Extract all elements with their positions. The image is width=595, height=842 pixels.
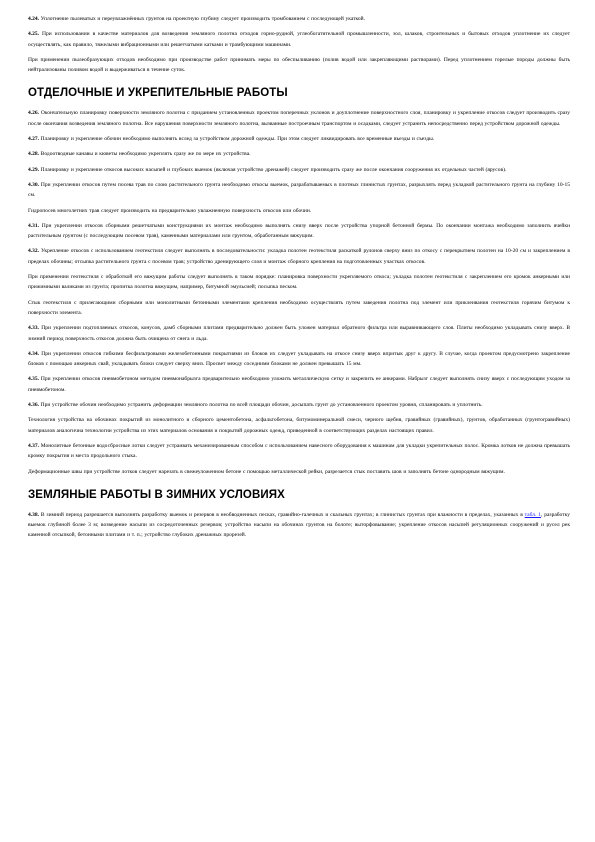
paragraph-number: 4.35. — [28, 376, 39, 383]
paragraph-number: 4.30. — [28, 181, 39, 188]
paragraph-text: Планировку и укрепление обочин необходимо выполнять вслед за устройством дорожной одежды. При этом следует ликвидировать все временные въезды и съезды. — [39, 136, 435, 143]
paragraph-text: При укреплении откосов пневмобетоном методом пневмонабрызга предварительно необходимо уложить металлическую сетку и закрепить ее анкерами. Набрызг следует выполнять снизу вверх с последующим уходом за пневмобетоном. — [28, 376, 570, 393]
paragraph — [28, 134, 570, 144]
paragraph-text-continued: , разработку выемок глубиной более 3 м; возведение насыпи из сосредоточенных резервов; устройство насыпи на обочинах грунтов на болоте; выторфовывание; укрепление откосов насыпей регуляционных сооружений и русел рек каменной отсыпкой, бетонными плитами и т. п.; устройство глубоких дренажных прорезей. — [28, 511, 570, 539]
paragraph-text: При укреплении подтопляемых откосов, конусов, дамб сборными плитами предварительно должен быть уложен материал обратного фильтра или выравнивающего слоя. Плиты необходимо укладывать снизу вверх. В зимний период поверхность откосов должна быть очищена от снега и льда. — [28, 325, 570, 342]
paragraph — [28, 14, 570, 24]
paragraph-text: Укрепление откосов с использованием геотекстиля следует выполнять в последовательности: укладка полотен геотекстиля раскаткой рулонов сверху вниз по откосу с перекрытием полотен на 10-20 см и закреплением в пределах обочины; отсыпка растительного грунта с посевом трав; устройство дренирующего слоя и монтаж сборного крепления на подготовленных участках откосов. — [28, 248, 570, 265]
paragraph-number: 4.31. — [28, 222, 39, 229]
paragraph — [28, 180, 570, 201]
document-content — [28, 14, 570, 541]
paragraph-text: Планировку и укрепление откосов высоких насыпей и глубоких выемок (включая устройство дренажей) следует производить сразу же после окончания сооружения их отдельных частей (ярусов). — [39, 166, 507, 173]
document-page — [28, 14, 570, 546]
paragraph — [28, 467, 570, 477]
paragraph — [28, 400, 570, 410]
paragraph — [28, 29, 570, 50]
section-heading: ЗЕМЛЯНЫЕ РАБОТЫ В ЗИМНИХ УСЛОВИЯХ — [28, 488, 285, 501]
paragraph-text: При укреплении откосов сборными решетчатыми конструкциями их монтаж необходимо выполнять снизу вверх после устройства упорной бетонной бермы. По окончании монтажа необходимо заполнить ячейки растительным грунтом (с последующим посевом трав), каменными материалами или грунтом, обработанным вяжущим. — [28, 222, 570, 240]
paragraph-text: Стык геотекстиля с прилегающими сборными или монолитными бетонными элементами крепления необходимо осуществлять путем заведения полотна под элемент или приклеивания геотекстиля горячим битумом к поверхности элемента. — [28, 299, 570, 316]
section-heading: ОТДЕЛОЧНЫЕ И УКРЕПИТЕЛЬНЫЕ РАБОТЫ — [28, 87, 288, 100]
paragraph-text: При применении пылеобразующих отходов необходимо при производстве работ принимать меры по обеспыливанию (полив водой или закрепляющими растворами). Перед уплотнением горелые породы должны быть нейтрализованы поливом водой и выдерживаться в течение суток. — [28, 56, 570, 74]
paragraph — [28, 298, 570, 319]
paragraph-text: Гидропосев многолетних трав следует производить на предварительно увлажненную поверхность откосов или обочин. — [28, 207, 312, 214]
paragraph — [28, 221, 570, 242]
paragraph-number: 4.26. — [28, 110, 39, 117]
paragraph — [28, 374, 570, 395]
paragraph — [28, 55, 570, 76]
paragraph — [28, 510, 570, 541]
table-reference-link[interactable]: табл. 1 — [524, 511, 541, 518]
paragraph-text: Монолитные бетонные водосбросные лотки следует устраивать механизированным способом с использованием навесного оборудования к машинам для укладки укрепительных полос. Кромка лотков не должна превышать кромку покрытия и места продольного стыка. — [28, 442, 570, 460]
paragraph — [28, 441, 570, 462]
paragraph-number: 4.29. — [28, 166, 39, 173]
paragraph-number: 4.27. — [28, 136, 39, 143]
paragraph-text: Водоотводные канавы и кюветы необходимо укреплять сразу же по мере их устройства. — [39, 151, 251, 158]
paragraph — [28, 246, 570, 267]
paragraph-text: При укреплении откосов путем посева трав по слою растительного грунта необходимо откосы выемок, разрабатываемых в плотных глинистых грунтах, разрыхлять перед укладкой растительного грунта на глубину 10-15 см. — [28, 181, 570, 199]
paragraph-text: Окончательную планировку поверхности земляного полотна с приданием установленных проектом поперечных уклонов и доуплотнение поверхностного слоя, планировку и укрепление откосов следует производить сразу после окончания возведения земляного полотна. Все нарушения поверхности земляного полотна, вызванные построечным транспортом и осадками, следует устранить непосредственно перед устройством дорожной одежды. — [28, 110, 570, 127]
paragraph-number: 4.34. — [28, 350, 39, 357]
paragraph-text: При устройстве обочин необходимо устранить деформации земляного полотна по всей площади обочин, досыпать грунт до установленного проектом уровня, спланировать и уплотнить. — [39, 402, 483, 409]
paragraph — [28, 165, 570, 175]
paragraph-number: 4.28. — [28, 151, 39, 158]
paragraph-number: 4.38. — [28, 511, 39, 518]
paragraph — [28, 149, 570, 159]
paragraph — [28, 349, 570, 370]
paragraph-number: 4.24. — [28, 16, 39, 22]
paragraph-text: Уплотнение пылеватых и переувлажнённых грунтов на проектную глубину следует производить тромбованием с последующей укаткой. — [39, 16, 365, 22]
paragraph — [28, 415, 570, 436]
paragraph — [28, 108, 570, 129]
paragraph-text: Деформационные швы при устройстве лотков следует нарезать в свежеуложенном бетоне с помощью металлической рейки, разрезается стык поставить шов и заполнять бетоне однородным вяжущим. — [28, 468, 505, 475]
paragraph — [28, 323, 570, 344]
paragraph-number: 4.33. — [28, 325, 39, 332]
paragraph-text: При применении геотекстиля с обработкой его вяжущим работы следует выполнять в таком порядке: планировка поверхности укрепляемого откоса; укладка полотен геотекстиля с закреплением его кромок анкерными или прижимными валиками из грунта; пропитка полотна вяжущим, например, битумной эмульсией; посыпка песком. — [28, 274, 570, 291]
paragraph — [28, 206, 570, 216]
paragraph-number: 4.32. — [28, 248, 39, 255]
paragraph-number: 4.25. — [28, 31, 39, 38]
paragraph — [28, 272, 570, 293]
paragraph-text: Технология устройства на обочинах покрытий из монолитного и сборного цементобетона, асфальтобетона, битумоминеральной смеси, черного щебня, гравийных (гравийных), грунтов, обработанных (грунтогравийных) материалов аналогична технологии устройства из этих материалов основания и покрытий дорожных одежд, приведенной в соответствующих разделах настоящих правил. — [28, 417, 570, 434]
paragraph-text: При укреплении откосов гибкими бесфильтровыми железобетонными покрытиями из блоков их следует укладывать на откосе снизу вверх впритык друг к другу. В случае, когда проектом предусмотрено закрепление блоков с помощью анкерных свай, укладывать блоки следует сверху вниз. Просвет между соседними блоками не должен превышать 15 мм. — [28, 350, 570, 368]
paragraph-text: В зимний период разрешается выполнять разработку выемок и резервов в необводненных песках, гравийно-галечных и скальных грунтах; в глинистых грунтах при влажности в пределах, указанных в — [39, 511, 525, 518]
paragraph-text: При использовании в качестве материалов для возведения земляного полотна отходов горно-рудной, углеобогатительной промышленности, зол, шлаков, строительных и бытовых отходов уплотнение их следует осуществлять, как правило, тяжелыми вибрационными или решетчатыми катками и трамбующими машинами. — [28, 31, 570, 48]
paragraph-number: 4.36. — [28, 402, 39, 409]
paragraph-number: 4.37. — [28, 442, 39, 449]
